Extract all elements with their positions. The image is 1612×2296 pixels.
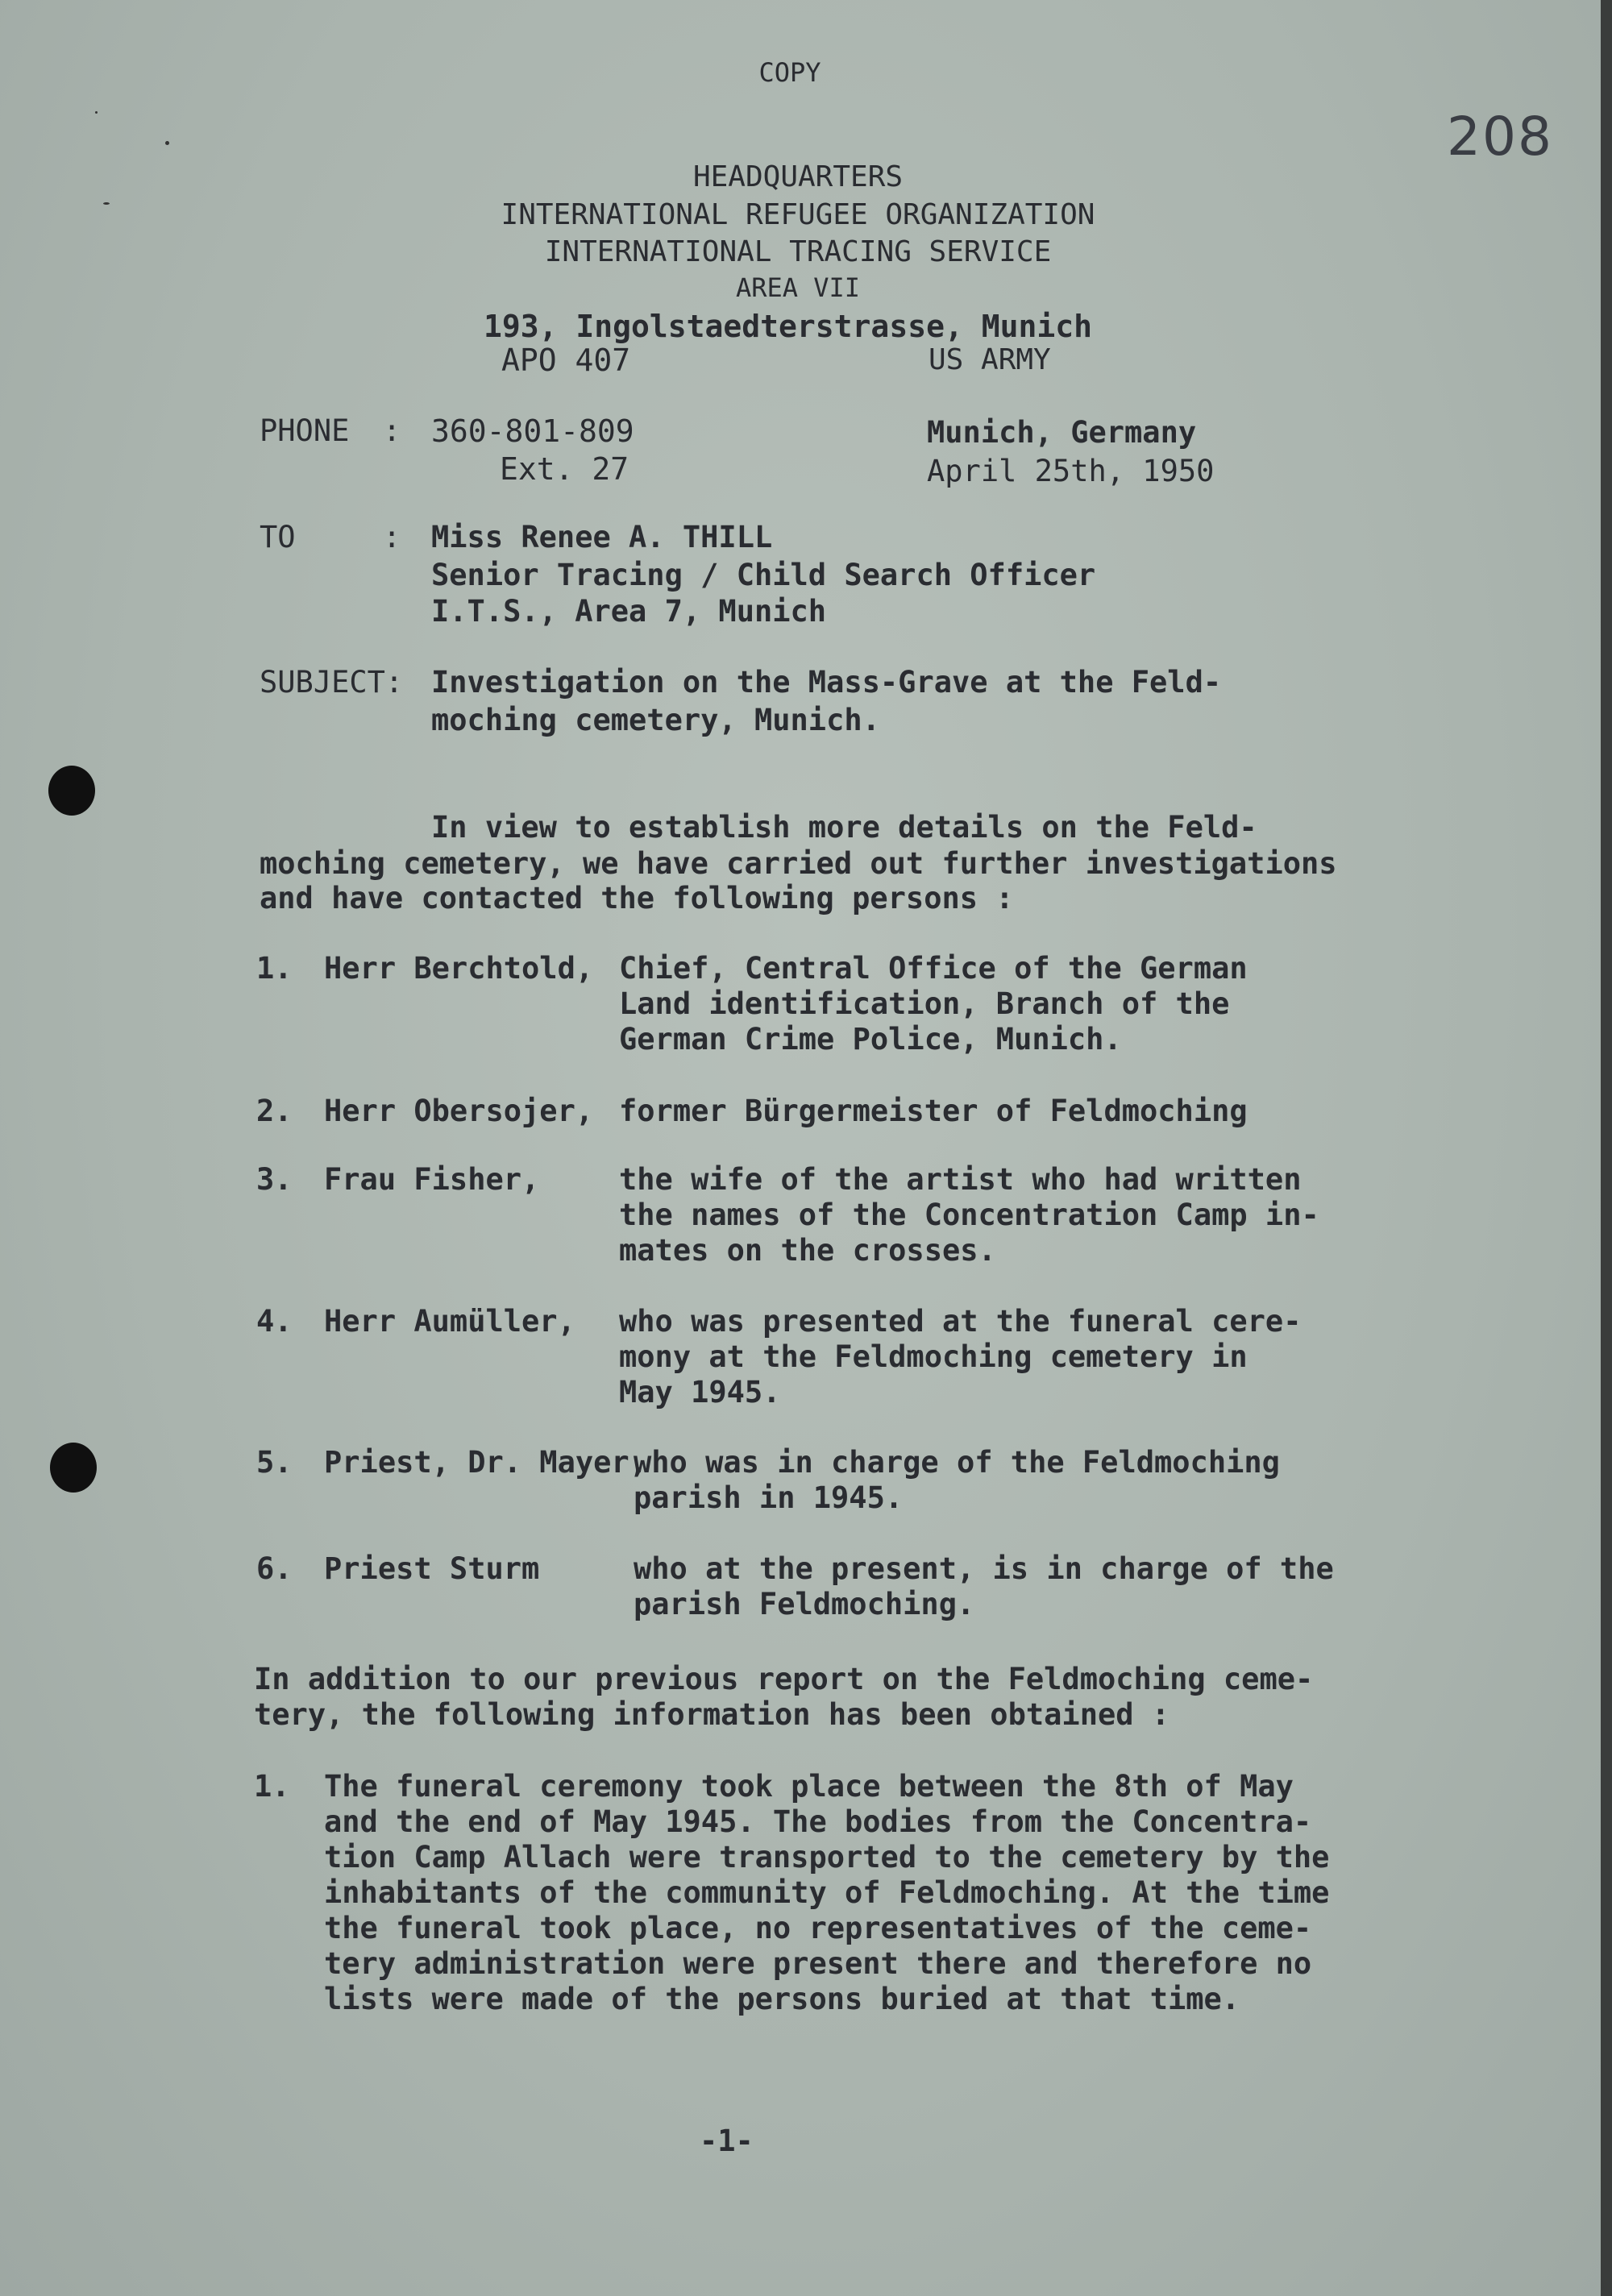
- intro-line-2: moching cemetery, we have carried out further investigations: [260, 846, 1337, 881]
- person-description: who was in charge of the Feldmoching parish in 1945.: [634, 1445, 1280, 1515]
- finding-number: 1.: [254, 1769, 290, 1804]
- person-name: Herr Aumüller,: [324, 1304, 575, 1339]
- header-apo: APO 407: [501, 343, 631, 378]
- item-number: 2.: [256, 1094, 293, 1128]
- addition-line-2: tery, the following information has been obtained :: [254, 1697, 1170, 1732]
- intro-line-3: and have contacted the following persons :: [260, 881, 1014, 915]
- punch-hole: [48, 766, 95, 816]
- person-name: Priest Sturm: [324, 1551, 540, 1586]
- scan-speck: [165, 141, 169, 145]
- copy-mark: COPY: [758, 57, 821, 88]
- scan-edge: [1601, 0, 1612, 2296]
- addressee-org: I.T.S., Area 7, Munich: [431, 594, 827, 629]
- person-description: Chief, Central Office of the German Land identification, Branch of the German Crime Police, Munich.: [619, 951, 1248, 1057]
- place: Munich, Germany: [927, 415, 1197, 450]
- person-name: Herr Obersojer,: [324, 1094, 594, 1128]
- header-service: INTERNATIONAL TRACING SERVICE: [544, 235, 1052, 268]
- to-label: TO: [260, 520, 296, 554]
- header-area: AREA VII: [735, 272, 861, 303]
- header-headquarters: HEADQUARTERS: [692, 160, 904, 193]
- header-organization: INTERNATIONAL REFUGEE ORGANIZATION: [501, 198, 1095, 231]
- page-number: -1-: [700, 2124, 754, 2158]
- phone-extension: Ext. 27: [500, 451, 629, 487]
- person-name: Frau Fisher,: [324, 1162, 540, 1197]
- to-colon: :: [383, 520, 401, 554]
- item-number: 3.: [256, 1162, 293, 1197]
- subject-line-1: Investigation on the Mass-Grave at the Feld-: [431, 665, 1222, 700]
- header-army: US ARMY: [929, 343, 1051, 376]
- finding-text: The funeral ceremony took place between the 8th of May and the end of May 1945. The bodies from the Concentra- tion Camp Allach were transported to the cemetery by the inhabitants of the community of Feldmoching. At the time the funeral took place, no representatives of the ceme- tery administration were present there and therefore no lists were made of the persons buried at that time.: [324, 1769, 1330, 2016]
- header-address: 193, Ingolstaedterstrasse, Munich: [484, 309, 1092, 344]
- page-stamp-number: 208: [1447, 106, 1553, 168]
- person-description: who was presented at the funeral cere- mony at the Feldmoching cemetery in May 1945.: [619, 1304, 1302, 1410]
- person-name: Priest, Dr. Mayer,: [324, 1445, 647, 1480]
- addition-line-1: In addition to our previous report on the Feldmoching ceme-: [254, 1662, 1314, 1696]
- person-description: the wife of the artist who had written the names of the Concentration Camp in- mates on the crosses.: [619, 1162, 1319, 1268]
- item-number: 5.: [256, 1445, 293, 1480]
- item-number: 6.: [256, 1551, 293, 1586]
- item-number: 1.: [256, 951, 293, 986]
- letter-date: April 25th, 1950: [927, 454, 1215, 488]
- punch-hole: [50, 1443, 97, 1493]
- intro-line-1: In view to establish more details on the Feld-: [431, 810, 1257, 845]
- scan-speck: [95, 111, 98, 114]
- phone-number: 360-801-809: [431, 413, 634, 449]
- person-name: Herr Berchtold,: [324, 951, 594, 986]
- item-number: 4.: [256, 1304, 293, 1339]
- person-description: former Bürgermeister of Feldmoching: [619, 1094, 1248, 1128]
- phone-label: PHONE: [260, 413, 350, 448]
- addressee-title: Senior Tracing / Child Search Officer: [431, 558, 1096, 592]
- person-description: who at the present, is in charge of the parish Feldmoching.: [634, 1551, 1334, 1621]
- phone-colon: :: [383, 413, 401, 448]
- subject-label: SUBJECT:: [260, 665, 404, 700]
- addressee-name: Miss Renee A. THILL: [431, 520, 773, 554]
- subject-line-2: moching cemetery, Munich.: [431, 703, 880, 737]
